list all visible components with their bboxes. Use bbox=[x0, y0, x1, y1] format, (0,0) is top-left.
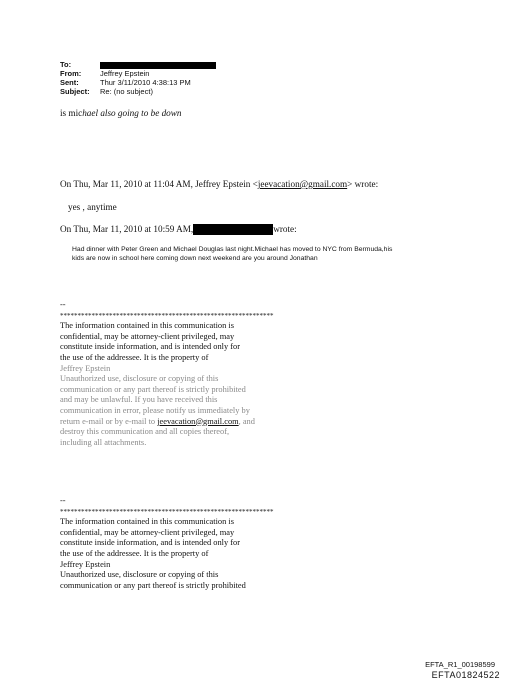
to-row bbox=[60, 60, 216, 69]
from-row bbox=[60, 69, 216, 78]
disclaimer-line: and may be unlawful. If you have received this bbox=[60, 395, 218, 405]
reply1-email-link[interactable]: jeevacation@gmail.com bbox=[257, 179, 348, 189]
sent-row bbox=[60, 78, 216, 87]
disclaimer-line: communication or any part thereof is strictly prohibited bbox=[60, 580, 246, 590]
reply1-intro-prefix: On Thu, Mar 11, 2010 at 11:04 AM, Jeffrey Epstein < bbox=[60, 179, 258, 189]
disclaimer-line: destroy this communication and all copies thereof, bbox=[60, 427, 230, 437]
disclaimer-line: constitute inside information, and is intended only for bbox=[60, 342, 241, 352]
reply1-intro bbox=[60, 179, 378, 190]
subject-row bbox=[60, 87, 216, 96]
reply2-intro-prefix: On Thu, Mar 11, 2010 at 10:59 AM, bbox=[60, 224, 194, 234]
reply2-line2: kids are now in school here coming down next weekend are you around Jonathan bbox=[72, 255, 318, 262]
reply2-intro bbox=[60, 224, 297, 235]
message-text-italic: hael also going to be down bbox=[82, 108, 182, 118]
disclaimer-line: confidential, may be attorney-client privileged, may bbox=[60, 331, 235, 341]
disclaimer-line: Unauthorized use, disclosure or copying of this bbox=[60, 570, 219, 580]
email-header bbox=[60, 60, 216, 96]
disclaimer-line-prefix: return e-mail or by e-mail to bbox=[60, 416, 158, 426]
reply1-intro-suffix: > wrote: bbox=[347, 179, 379, 189]
from-value: Jeffrey Epstein bbox=[100, 69, 150, 78]
disclaimer-line: Unauthorized use, disclosure or copying of this bbox=[60, 374, 219, 384]
disclaimer-line: confidential, may be attorney-client privileged, may bbox=[60, 527, 235, 537]
to-label: To: bbox=[60, 60, 72, 69]
footer-id-1: EFTA_R1_00198599 bbox=[425, 660, 495, 669]
disclaimer-line-suffix: , and bbox=[238, 416, 255, 426]
disclaimer-line: Jeffrey Epstein bbox=[60, 559, 111, 569]
disclaimer-line: the use of the addressee. It is the property of bbox=[60, 548, 209, 558]
sent-value: Thur 3/11/2010 4:38:13 PM bbox=[100, 78, 191, 87]
footer-id-2: EFTA01824522 bbox=[431, 670, 500, 680]
disclaimer-line: constitute inside information, and is intended only for bbox=[60, 538, 241, 548]
redaction-box bbox=[100, 62, 216, 69]
disclaimer-line: The information contained in this communication is bbox=[60, 321, 234, 331]
disclaimer-stars: ************************************************************* bbox=[60, 311, 274, 320]
reply2-intro-suffix: wrote: bbox=[273, 224, 297, 234]
subject-value: Re: (no subject) bbox=[100, 87, 153, 96]
redaction-box bbox=[193, 224, 273, 235]
disclaimer-stars: ************************************************************* bbox=[60, 507, 274, 516]
sent-label: Sent: bbox=[60, 78, 79, 87]
disclaimer-line: Jeffrey Epstein bbox=[60, 363, 111, 373]
disclaimer-line: including all attachments. bbox=[60, 437, 147, 447]
message-text-plain: is mic bbox=[60, 108, 83, 118]
disclaimer-dashes: -- bbox=[60, 496, 66, 505]
message-body bbox=[60, 108, 181, 119]
reply2-line1: Had dinner with Peter Green and Michael Douglas last night.Michael has moved to NYC from Bermuda,his bbox=[72, 246, 393, 253]
disclaimer-dashes: -- bbox=[60, 300, 66, 309]
reply2-body bbox=[72, 245, 392, 263]
disclaimer-line: the use of the addressee. It is the property of bbox=[60, 352, 209, 362]
disclaimer-line: communication or any part thereof is strictly prohibited bbox=[60, 384, 246, 394]
disclaimer-line-with-email bbox=[60, 417, 274, 428]
from-label: From: bbox=[60, 69, 82, 78]
disclaimer-line: communication in error, please notify us immediately by bbox=[60, 405, 250, 415]
disclaimer-line: The information contained in this communication is bbox=[60, 517, 234, 527]
disclaimer-2 bbox=[60, 496, 274, 591]
disclaimer-email-link[interactable]: jeevacation@gmail.com bbox=[157, 416, 239, 426]
subject-label: Subject: bbox=[60, 87, 90, 96]
reply1-body: yes , anytime bbox=[68, 202, 117, 212]
disclaimer-1 bbox=[60, 300, 274, 448]
